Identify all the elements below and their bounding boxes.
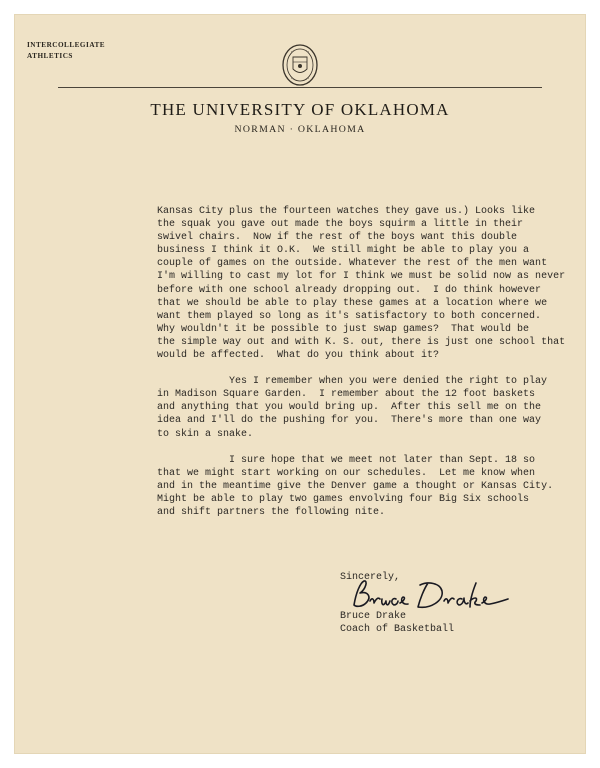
letterhead-rule <box>58 87 542 88</box>
body-line: business I think it O.K. We still might be able to play you a <box>157 245 530 257</box>
body-line: the simple way out and with K. S. out, there is just one school that <box>157 336 566 348</box>
paragraph-2 <box>157 375 567 440</box>
university-seal-icon <box>280 43 320 91</box>
university-name: THE UNIVERSITY OF OKLAHOMA <box>150 100 450 119</box>
department-label <box>27 40 105 62</box>
body-line: want them played so long as it's satisfactory to both concerned. <box>157 310 542 322</box>
body-line: idea and I'll do the pushing for you. There's more than one way <box>157 415 542 427</box>
paragraph-3 <box>157 454 567 519</box>
signer-title: Coach of Basketball <box>340 624 455 635</box>
body-line: that we might start working on our schedules. Let me know when <box>157 467 536 479</box>
department-line-1: INTERCOLLEGIATE <box>27 41 106 49</box>
letter-body <box>157 205 567 519</box>
body-line: Yes I remember when you were denied the right to play <box>229 376 548 388</box>
body-line: would be affected. What do you think about it? <box>157 350 440 362</box>
signer-name: Bruce Drake <box>340 611 407 622</box>
body-line: swivel chairs. Now if the rest of the boys want this double <box>157 232 518 244</box>
body-line: and in the meantime give the Denver game a thought or Kansas City. <box>157 480 554 492</box>
body-line: the squak you gave out made the boys squirm a little in their <box>157 219 524 231</box>
paragraph-1 <box>157 205 567 362</box>
department-line-2: ATHLETICS <box>27 52 73 60</box>
body-line: and shift partners the following nite. <box>157 506 386 518</box>
body-line: couple of games on the outside. Whatever the rest of the men want <box>157 258 548 270</box>
body-line: that we should be able to play these games at a location where we <box>157 297 548 309</box>
body-line: and anything that you would bring up. After this sell me on the <box>157 402 542 414</box>
body-line: Kansas City plus the fourteen watches they gave us.) Looks like <box>157 206 536 217</box>
body-line: in Madison Square Garden. I remember about the 12 foot baskets <box>157 389 536 401</box>
body-line: I sure hope that we meet not later than Sept. 18 so <box>229 454 536 466</box>
closing-salutation: Sincerely, <box>340 572 401 583</box>
body-line: Why wouldn't it be possible to just swap games? That would be <box>157 323 530 335</box>
signature-block <box>340 610 454 636</box>
body-line: Might be able to play two games envolving four Big Six schools <box>157 493 530 505</box>
body-line: to skin a snake. <box>157 428 254 440</box>
body-line: before with one school already dropping out. I do think however <box>157 284 542 296</box>
body-line: I'm willing to cast my lot for I think we must be solid now as never <box>157 271 566 283</box>
university-city: NORMAN · OKLAHOMA <box>234 124 366 135</box>
